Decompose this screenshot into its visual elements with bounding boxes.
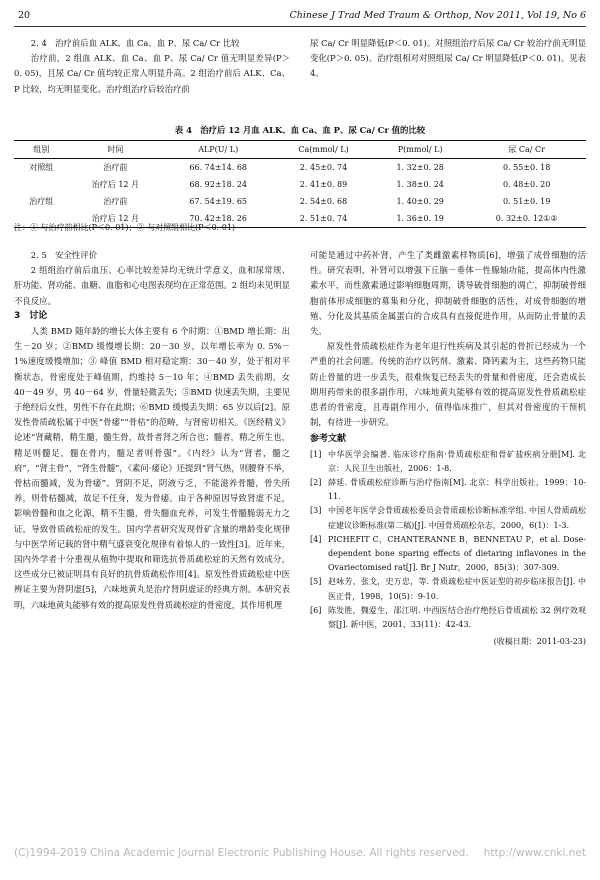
table-cell: 治疗后 12 月 bbox=[68, 210, 162, 228]
table-cell: 2. 54±0. 68 bbox=[299, 197, 348, 206]
left-column bbox=[14, 248, 290, 613]
reference-item: [2] 薛延. 骨质疏松症诊断与治疗指南[M]. 北京：科学出版社，1999：10-11. bbox=[310, 478, 586, 502]
results-table bbox=[14, 140, 586, 228]
received-date: (收稿日期：2011-03-23) bbox=[493, 637, 586, 647]
table-header-cell: 时间 bbox=[68, 141, 162, 159]
paragraph-conclusion: 原发性骨质疏松症作为老年退行性疾病及其引起的骨折已经成为一个严重的社会问题。传统的治疗以钙剂、激素、降钙素为主，这些药物只能防止骨量的进一步丢失，很难恢复已经丢失的骨量和骨密度，还会造成长期用药带来的很多副作用，六味地黄丸能够有效的提高原发性骨质疏松症患者的骨密度，且毒副作用小，值得临床推广，但其对骨密度的干预机制，有待进一步研究。 bbox=[310, 341, 586, 428]
table-cell: 1. 36±0. 19 bbox=[373, 210, 467, 228]
table-header-cell: P(mmol/ L) bbox=[373, 141, 467, 159]
paragraph-discussion: 人类 BMD 随年龄的增长大体主要有 6 个时期：①BMD 增长期：出生－20 岁；②BMD 缓慢增长期：20－30 岁，以年增长率为 0. 5%－1%速度缓慢增加；③ 峰值 BMD 相对稳定期：30－40 岁，处于相对平衡状态，骨密度处于峰值期，约维持 5－10 年；④BMD 丢失前期，女 40－49 岁，男 40－64 岁，骨量轻微丢失；⑤BMD 快速丢失期，主要见于绝经后女性，男性不存在此期；⑥BMD 缓慢丢失期：65 岁以后[2]。原发性骨质疏松属于中医“骨痿”“骨枯”的范畴，与肾密切相关。《医经精义》论述“肾藏精，精生髓，髓生骨，故骨者肾之所合也；髓者，精之所生也，精足则髓足，髓在骨内，髓足者则骨强”。《内经》认为“肾者，髓之府”，“肾主骨”，“肾生骨髓”，《素问·痿论》还提到“肾气热，则腰脊不举，骨枯而髓减，发为骨痿”。肾阴不足，阴液亏乏，不能滋养骨髓，骨失所养，则骨枯髓减，故足不任身，发为骨痿。由于各种原因导致肾虚不足，影响骨髓和血之化源，精不生髓，骨失髓血充养，可发生骨髓脆弱无力之证，导致骨质疏松症的发生。国内学者研究发现骨矿含量的增龄变化规律与中医学所记载的肾中精气盛衰变化规律有着惊人的一致性[3]。近年来，国内外学者十分重视从植物中提取和筛选抗骨质疏松症的天然有效成分，这些成分已被证明具有良好的抗骨质疏松作用[4]。原发性骨质疏松症中医辨证主要为肾阴虚[5]，六味地黄丸是治疗肾阴虚证的经典方剂。本研究表明，六味地黄丸能够有效的提高原发性骨质疏松症的骨密度，其作用机理 bbox=[14, 326, 290, 610]
reference-item: [1] 中华医学会编著. 临床诊疗指南·骨质疏松症和骨矿盐疾病分册[M]. 北京：人民卫生出版社，2006：1-8. bbox=[310, 449, 586, 473]
table-cell: 治疗组 bbox=[29, 197, 54, 206]
footer-url: http://www.cnki.net bbox=[483, 847, 586, 859]
journal-citation: Chinese J Trad Med Traum & Orthop, Nov 2011, Vol 19, No 6 bbox=[289, 10, 586, 21]
table-row bbox=[14, 176, 586, 193]
references-heading: 参考文献 bbox=[310, 434, 347, 445]
top-right-block bbox=[310, 36, 586, 82]
paragraph-2-4: 治疗前，2 组血 ALK、血 Ca、血 P、尿 Ca/ Cr 值无明显差异(P＞0. 05)，且尿 Ca/ Cr 值均较正常人明显升高。2 组治疗前后 ALK、Ca、P 比较，均无明显变化。治疗组治疗后较治疗前 bbox=[14, 53, 290, 94]
table-header-cell: 尿 Ca/ Cr bbox=[467, 141, 586, 159]
section-heading-2-5: 2. 5 安全性评价 bbox=[30, 250, 98, 260]
table-row bbox=[14, 159, 586, 177]
table-note: 注：① 与治疗前相比(P＜0. 01)；② 与对照组相比(P＜0. 01) bbox=[14, 223, 236, 232]
table-header-row bbox=[14, 141, 586, 159]
table-cell: 0. 51±0. 19 bbox=[502, 197, 551, 206]
table-cell: 66. 74±14. 68 bbox=[189, 163, 247, 172]
reference-item: [5] 赵咏芳，张戈，史万忠，等. 骨质疏松症中医证型的初步临床报告[J]. 中医正骨，1998，10(5)：9-10. bbox=[310, 577, 586, 601]
table-cell: 0. 32±0. 12①② bbox=[467, 210, 586, 228]
paragraph-2-4-cont: 尿 Ca/ Cr 明显降低(P＜0. 01)。对照组治疗后尿 Ca/ Cr 较治疗前无明显变化(P＞0. 05)。治疗组相对对照组尿 Ca/ Cr 明显降低(P＜0. 01)。见表 4。 bbox=[310, 38, 586, 79]
table-cell: 2. 41±0. 89 bbox=[299, 180, 348, 189]
table-cell: 70. 42±18. 26 bbox=[162, 210, 274, 228]
table-row bbox=[14, 193, 586, 210]
table-cell: 治疗后 12 月 bbox=[91, 180, 140, 189]
table-cell: 67. 54±19. 65 bbox=[189, 197, 247, 206]
table-cell: 1. 40±0. 29 bbox=[396, 197, 444, 206]
reference-list bbox=[310, 448, 586, 633]
table-cell: 0. 55±0. 18 bbox=[502, 163, 551, 172]
table-header-cell: Ca(mmol/ L) bbox=[274, 141, 373, 159]
right-column bbox=[310, 248, 586, 649]
table-cell: 1. 38±0. 24 bbox=[396, 180, 444, 189]
copyright-notice: (C)1994-2019 China Academic Journal Electronic Publishing House. All rights reserved. bbox=[14, 847, 469, 859]
table-cell: 对照组 bbox=[29, 163, 54, 172]
page-header bbox=[14, 8, 586, 27]
paragraph-2-5: 2 组组治疗前后血压、心率比较差异均无统计学意义，血和尿常规、肝功能、肾功能、血糖、血脂和心电图表现均在正常范围。2 组均未见明显不良反应。 bbox=[14, 265, 290, 306]
table-cell: 1. 32±0. 28 bbox=[396, 163, 444, 172]
table-cell: 治疗前 bbox=[103, 163, 128, 172]
table-header-cell: ALP(U/ L) bbox=[162, 141, 274, 159]
table-cell: 0. 48±0. 20 bbox=[502, 180, 551, 189]
table-header-cell: 组别 bbox=[14, 141, 68, 159]
top-left-block bbox=[14, 36, 290, 97]
table-cell: 2. 51±0. 74 bbox=[274, 210, 373, 228]
reference-item: [3] 中国老年医学会骨质疏松委员会骨质疏松诊断标准学组. 中国人骨质疏松症建议诊断标准(第二稿)[J]. 中国骨质疏松杂志，2000，6(1)：1-3. bbox=[310, 506, 586, 530]
table-cell: 2. 45±0. 74 bbox=[299, 163, 348, 172]
section-heading-discussion: 3 讨论 bbox=[14, 310, 48, 321]
reference-item: [4] PICHEFIT C，CHANTERANNE B，BENNETAU P，et al. Dose-dependent bone sparing effects of dietaring inflavones in the Ovariectomised rat[J]. Br J Nutr，2000，85(3)：307-309. bbox=[310, 534, 586, 573]
paragraph-mechanism: 可能是通过中药补肾，产生了类雌激素样物质[6]，增强了成骨细胞的活性。研究表明，补肾可以增强下丘脑－垂体－性腺轴功能，提高体内性激素水平，而性激素通过影响细胞周期，诱导破骨细胞的凋亡，抑制破骨细胞前体形成细胞的募集和分化，抑制破骨细胞的活性，对成骨细胞的增殖、分化及其基质金属蛋白的合成具有直接促进作用，从而防止骨量的丢失。 bbox=[310, 250, 586, 337]
table-cell: 治疗前 bbox=[103, 197, 128, 206]
table-caption: 表 4 治疗后 12 月血 ALK、血 Ca、血 P、尿 Ca/ Cr 值的比较 bbox=[174, 125, 426, 135]
section-heading-2-4: 2. 4 治疗前后血 ALK、血 Ca、血 P、尿 Ca/ Cr 比较 bbox=[30, 38, 240, 48]
table-cell bbox=[14, 176, 68, 193]
table-cell: 68. 92±18. 24 bbox=[189, 180, 247, 189]
page-number: 20 bbox=[18, 10, 31, 21]
reference-item: [6] 陈发胜，魏爱生，邵江明. 中西医结合治疗绝经后骨质疏松 32 例疗效观察[J]. 新中医，2001，33(11)：42-43. bbox=[310, 605, 586, 630]
